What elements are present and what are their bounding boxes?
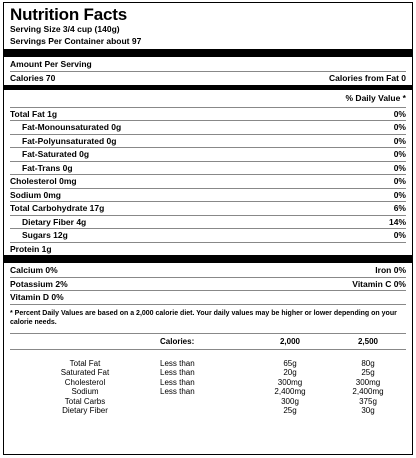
- nutrient-dv: 0%: [393, 189, 406, 200]
- nutrition-facts-label: [3, 2, 413, 455]
- nutrient-dv: 14%: [388, 216, 406, 227]
- ref-cell: Total Fat: [69, 358, 101, 368]
- ref-cell: 2,400mg: [352, 387, 384, 397]
- ref-cell: 300mg: [277, 377, 303, 387]
- reference-table: [10, 333, 406, 416]
- nutrient-name: Fat-Saturated 0g: [22, 149, 90, 160]
- nutrient-row: [10, 107, 406, 121]
- nutrient-dv: 6%: [393, 203, 406, 214]
- ref-cell: [160, 406, 250, 416]
- vitamin-row: [10, 290, 406, 304]
- nutrient-row: [10, 228, 406, 242]
- ref-cell: Saturated Fat: [60, 368, 110, 378]
- vitamin-right: Vitamin C 0%: [352, 278, 406, 289]
- ref-cell: 300g: [281, 396, 299, 406]
- vitamin-right: Iron 0%: [375, 264, 406, 275]
- nutrient-row: [10, 242, 406, 256]
- ref-cell: 25g: [361, 368, 375, 378]
- nutrient-row: [10, 120, 406, 134]
- nutrient-name: Fat-Polyunsaturated 0g: [22, 135, 117, 146]
- nutrient-name: Protein 1g: [10, 243, 52, 254]
- vitamin-row: [10, 277, 406, 291]
- ref-cell: 30g: [361, 406, 375, 416]
- vitamin-left: Calcium 0%: [10, 264, 58, 275]
- nutrient-name: Total Fat 1g: [10, 108, 58, 119]
- calories-from-fat-label: Calories from Fat 0: [329, 73, 406, 84]
- ref-cell: Less than: [160, 377, 195, 387]
- ref-cell: 80g: [361, 358, 375, 368]
- nutrient-name: Dietary Fiber 4g: [22, 216, 87, 227]
- nutrient-dv: 0%: [393, 149, 406, 160]
- amount-per-serving: [10, 57, 406, 71]
- nutrient-name: Fat-Monounsaturated 0g: [22, 122, 122, 133]
- thick-divider: [4, 49, 412, 57]
- serving-size: Serving Size 3/4 cup (140g): [10, 24, 120, 34]
- vitamin-left: Potassium 2%: [10, 278, 68, 289]
- nutrient-dv: 0%: [393, 122, 406, 133]
- nutrient-row: [10, 147, 406, 161]
- ref-cell: 2,400mg: [274, 387, 306, 397]
- ref-cell: Cholesterol: [64, 377, 106, 387]
- label-title: Nutrition Facts: [10, 5, 127, 24]
- table-row: [10, 406, 406, 416]
- ref-header-cell: 2,000: [250, 333, 330, 349]
- nutrient-name: Cholesterol 0mg: [10, 176, 77, 187]
- ref-cell: 375g: [359, 396, 377, 406]
- nutrient-name: Sugars 12g: [22, 230, 68, 241]
- vitamin-row: [10, 263, 406, 277]
- ref-cell: Sodium: [71, 387, 99, 397]
- servings-per-container: Servings Per Container about 97: [10, 36, 142, 46]
- reference-table-header: [10, 333, 406, 349]
- table-row: [10, 387, 406, 397]
- nutrient-name: Sodium 0mg: [10, 189, 62, 200]
- table-row: [10, 368, 406, 378]
- thick-divider: [4, 255, 412, 263]
- ref-header-cell: 2,500: [330, 333, 406, 349]
- table-row: [10, 359, 406, 369]
- nutrient-row: [10, 174, 406, 188]
- nutrient-row: [10, 215, 406, 229]
- ref-header-cell: Calories:: [160, 333, 250, 349]
- ref-header-cell: [10, 333, 160, 349]
- table-row: [10, 378, 406, 388]
- ref-cell: Less than: [160, 368, 195, 378]
- ref-cell: 25g: [283, 406, 297, 416]
- nutrient-row: [10, 161, 406, 175]
- calories-label: Calories 70: [10, 73, 56, 84]
- amount-per-serving-label: Amount Per Serving: [10, 59, 92, 69]
- footnote: * Percent Daily Values are based on a 2,000 calorie diet. Your daily values may be higher or lower depending on your calorie needs.: [10, 304, 406, 333]
- ref-cell: 65g: [283, 358, 297, 368]
- table-row: [10, 397, 406, 407]
- nutrient-dv: 0%: [393, 135, 406, 146]
- ref-cell: [160, 397, 250, 407]
- nutrient-name: Fat-Trans 0g: [22, 162, 73, 173]
- ref-cell: 300mg: [355, 377, 381, 387]
- vitamin-left: Vitamin D 0%: [10, 292, 64, 303]
- daily-value-header: [10, 90, 406, 107]
- nutrient-row: [10, 201, 406, 215]
- calories-row: [10, 71, 406, 85]
- nutrient-dv: 0%: [393, 162, 406, 173]
- nutrient-list: [10, 107, 406, 256]
- ref-cell: Less than: [160, 387, 195, 397]
- nutrient-name: Total Carbohydrate 17g: [10, 203, 105, 214]
- daily-value-header-label: % Daily Value *: [345, 93, 406, 103]
- nutrient-dv: 0%: [393, 176, 406, 187]
- ref-cell: 20g: [283, 368, 297, 378]
- ref-cell: Total Carbs: [64, 396, 106, 406]
- nutrient-dv: 0%: [393, 230, 406, 241]
- nutrient-row: [10, 188, 406, 202]
- nutrient-dv: 0%: [393, 108, 406, 119]
- ref-cell: Less than: [160, 358, 195, 368]
- ref-cell: Dietary Fiber: [62, 406, 108, 416]
- nutrient-row: [10, 134, 406, 148]
